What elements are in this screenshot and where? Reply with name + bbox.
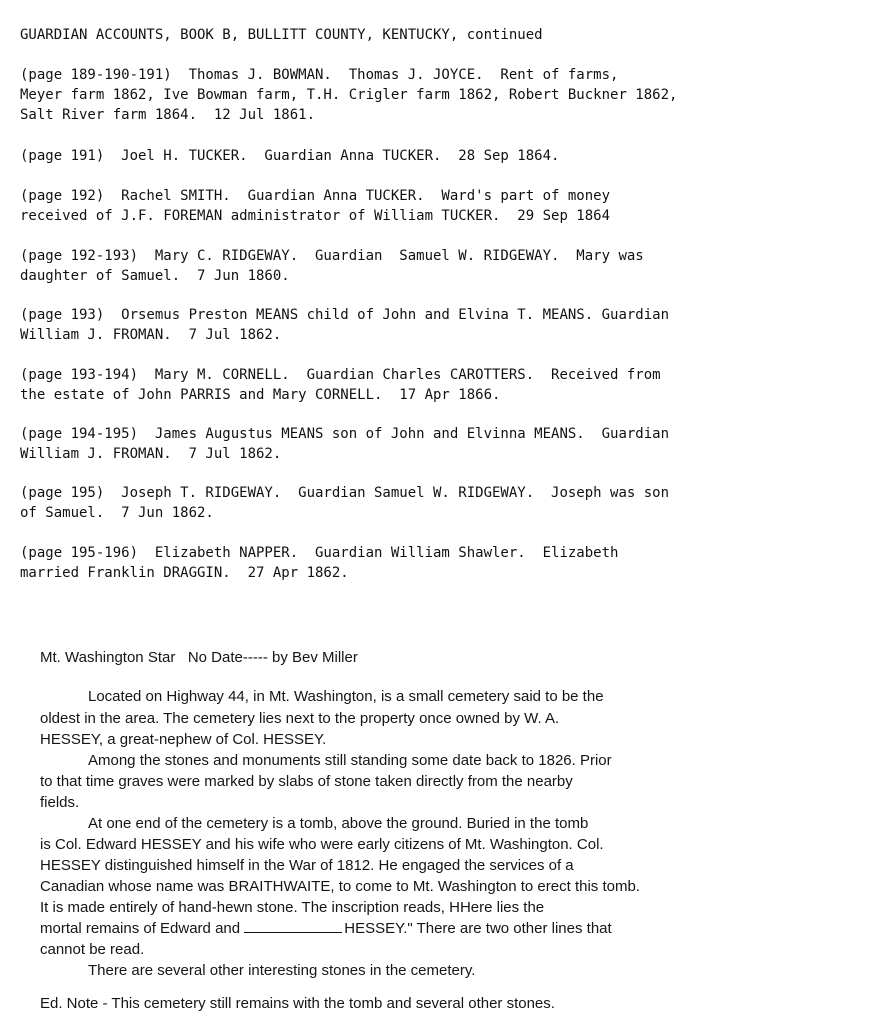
entry-line: (page 192) Rachel SMITH. Guardian Anna TUCKER. Ward's part of money xyxy=(20,188,611,204)
entry-line: of Samuel. 7 Jun 1862. xyxy=(20,505,214,521)
article-line: oldest in the area. The cemetery lies next to the property once owned by W. A. xyxy=(40,710,560,727)
entry-line: the estate of John PARRIS and Mary CORNELL. 17 Apr 1866. xyxy=(20,387,501,403)
editor-note: Ed. Note - This cemetery still remains with the tomb and several other stones. xyxy=(40,995,555,1012)
entry-line: (page 195-196) Elizabeth NAPPER. Guardian William Shawler. Elizabeth xyxy=(20,545,619,561)
article-line: Canadian whose name was BRAITHWAITE, to come to Mt. Washington to erect this tomb. xyxy=(40,878,640,895)
entry-line: Salt River farm 1864. 12 Jul 1861. xyxy=(20,107,316,123)
article-line: Among the stones and monuments still standing some date back to 1826. Prior xyxy=(88,752,612,769)
newspaper-article xyxy=(40,0,870,1033)
article-line: to that time graves were marked by slabs of stone taken directly from the nearby xyxy=(40,773,573,790)
inscription-line: mortal remains of Edward and HESSEY." There are two other lines that xyxy=(40,920,612,937)
article-line: At one end of the cemetery is a tomb, above the ground. Buried in the tomb xyxy=(88,815,589,832)
article-line: cannot be read. xyxy=(40,941,145,958)
article-line: fields. xyxy=(40,794,80,811)
entry-line: William J. FROMAN. 7 Jul 1862. xyxy=(20,327,282,343)
article-line: There are several other interesting stones in the cemetery. xyxy=(88,962,476,979)
entry-line: received of J.F. FOREMAN administrator of William TUCKER. 29 Sep 1864 xyxy=(20,208,611,224)
entry-line: William J. FROMAN. 7 Jul 1862. xyxy=(20,446,282,462)
entry-line: Meyer farm 1862, Ive Bowman farm, T.H. Crigler farm 1862, Robert Buckner 1862, xyxy=(20,87,678,103)
entry-line: (page 193) Orsemus Preston MEANS child of John and Elvina T. MEANS. Guardian xyxy=(20,307,670,323)
entry-line: (page 195) Joseph T. RIDGEWAY. Guardian Samuel W. RIDGEWAY. Joseph was son xyxy=(20,485,670,501)
entry-line: (page 194-195) James Augustus MEANS son of John and Elvinna MEANS. Guardian xyxy=(20,426,670,442)
blank-underline xyxy=(244,920,342,933)
article-byline: Mt. Washington Star No Date----- by Bev Miller xyxy=(40,649,358,666)
article-line: HESSEY distinguished himself in the War of 1812. He engaged the services of a xyxy=(40,857,574,874)
entry-line: (page 193-194) Mary M. CORNELL. Guardian Charles CAROTTERS. Received from xyxy=(20,367,661,383)
article-line: HESSEY, a great-nephew of Col. HESSEY. xyxy=(40,731,327,748)
entry-line: daughter of Samuel. 7 Jun 1860. xyxy=(20,268,290,284)
entry-line: (page 191) Joel H. TUCKER. Guardian Anna TUCKER. 28 Sep 1864. xyxy=(20,148,560,164)
section-heading: GUARDIAN ACCOUNTS, BOOK B, BULLITT COUNTY, KENTUCKY, continued xyxy=(20,27,543,43)
entry-line: (page 192-193) Mary C. RIDGEWAY. Guardian Samuel W. RIDGEWAY. Mary was xyxy=(20,248,644,264)
entry-line: (page 189-190-191) Thomas J. BOWMAN. Thomas J. JOYCE. Rent of farms, xyxy=(20,67,619,83)
article-line: It is made entirely of hand-hewn stone. The inscription reads, HHere lies the xyxy=(40,899,545,916)
article-line: Located on Highway 44, in Mt. Washington, is a small cemetery said to be the xyxy=(88,688,604,705)
article-line: is Col. Edward HESSEY and his wife who were early citizens of Mt. Washington. Col. xyxy=(40,836,604,853)
entry-line: married Franklin DRAGGIN. 27 Apr 1862. xyxy=(20,565,349,581)
